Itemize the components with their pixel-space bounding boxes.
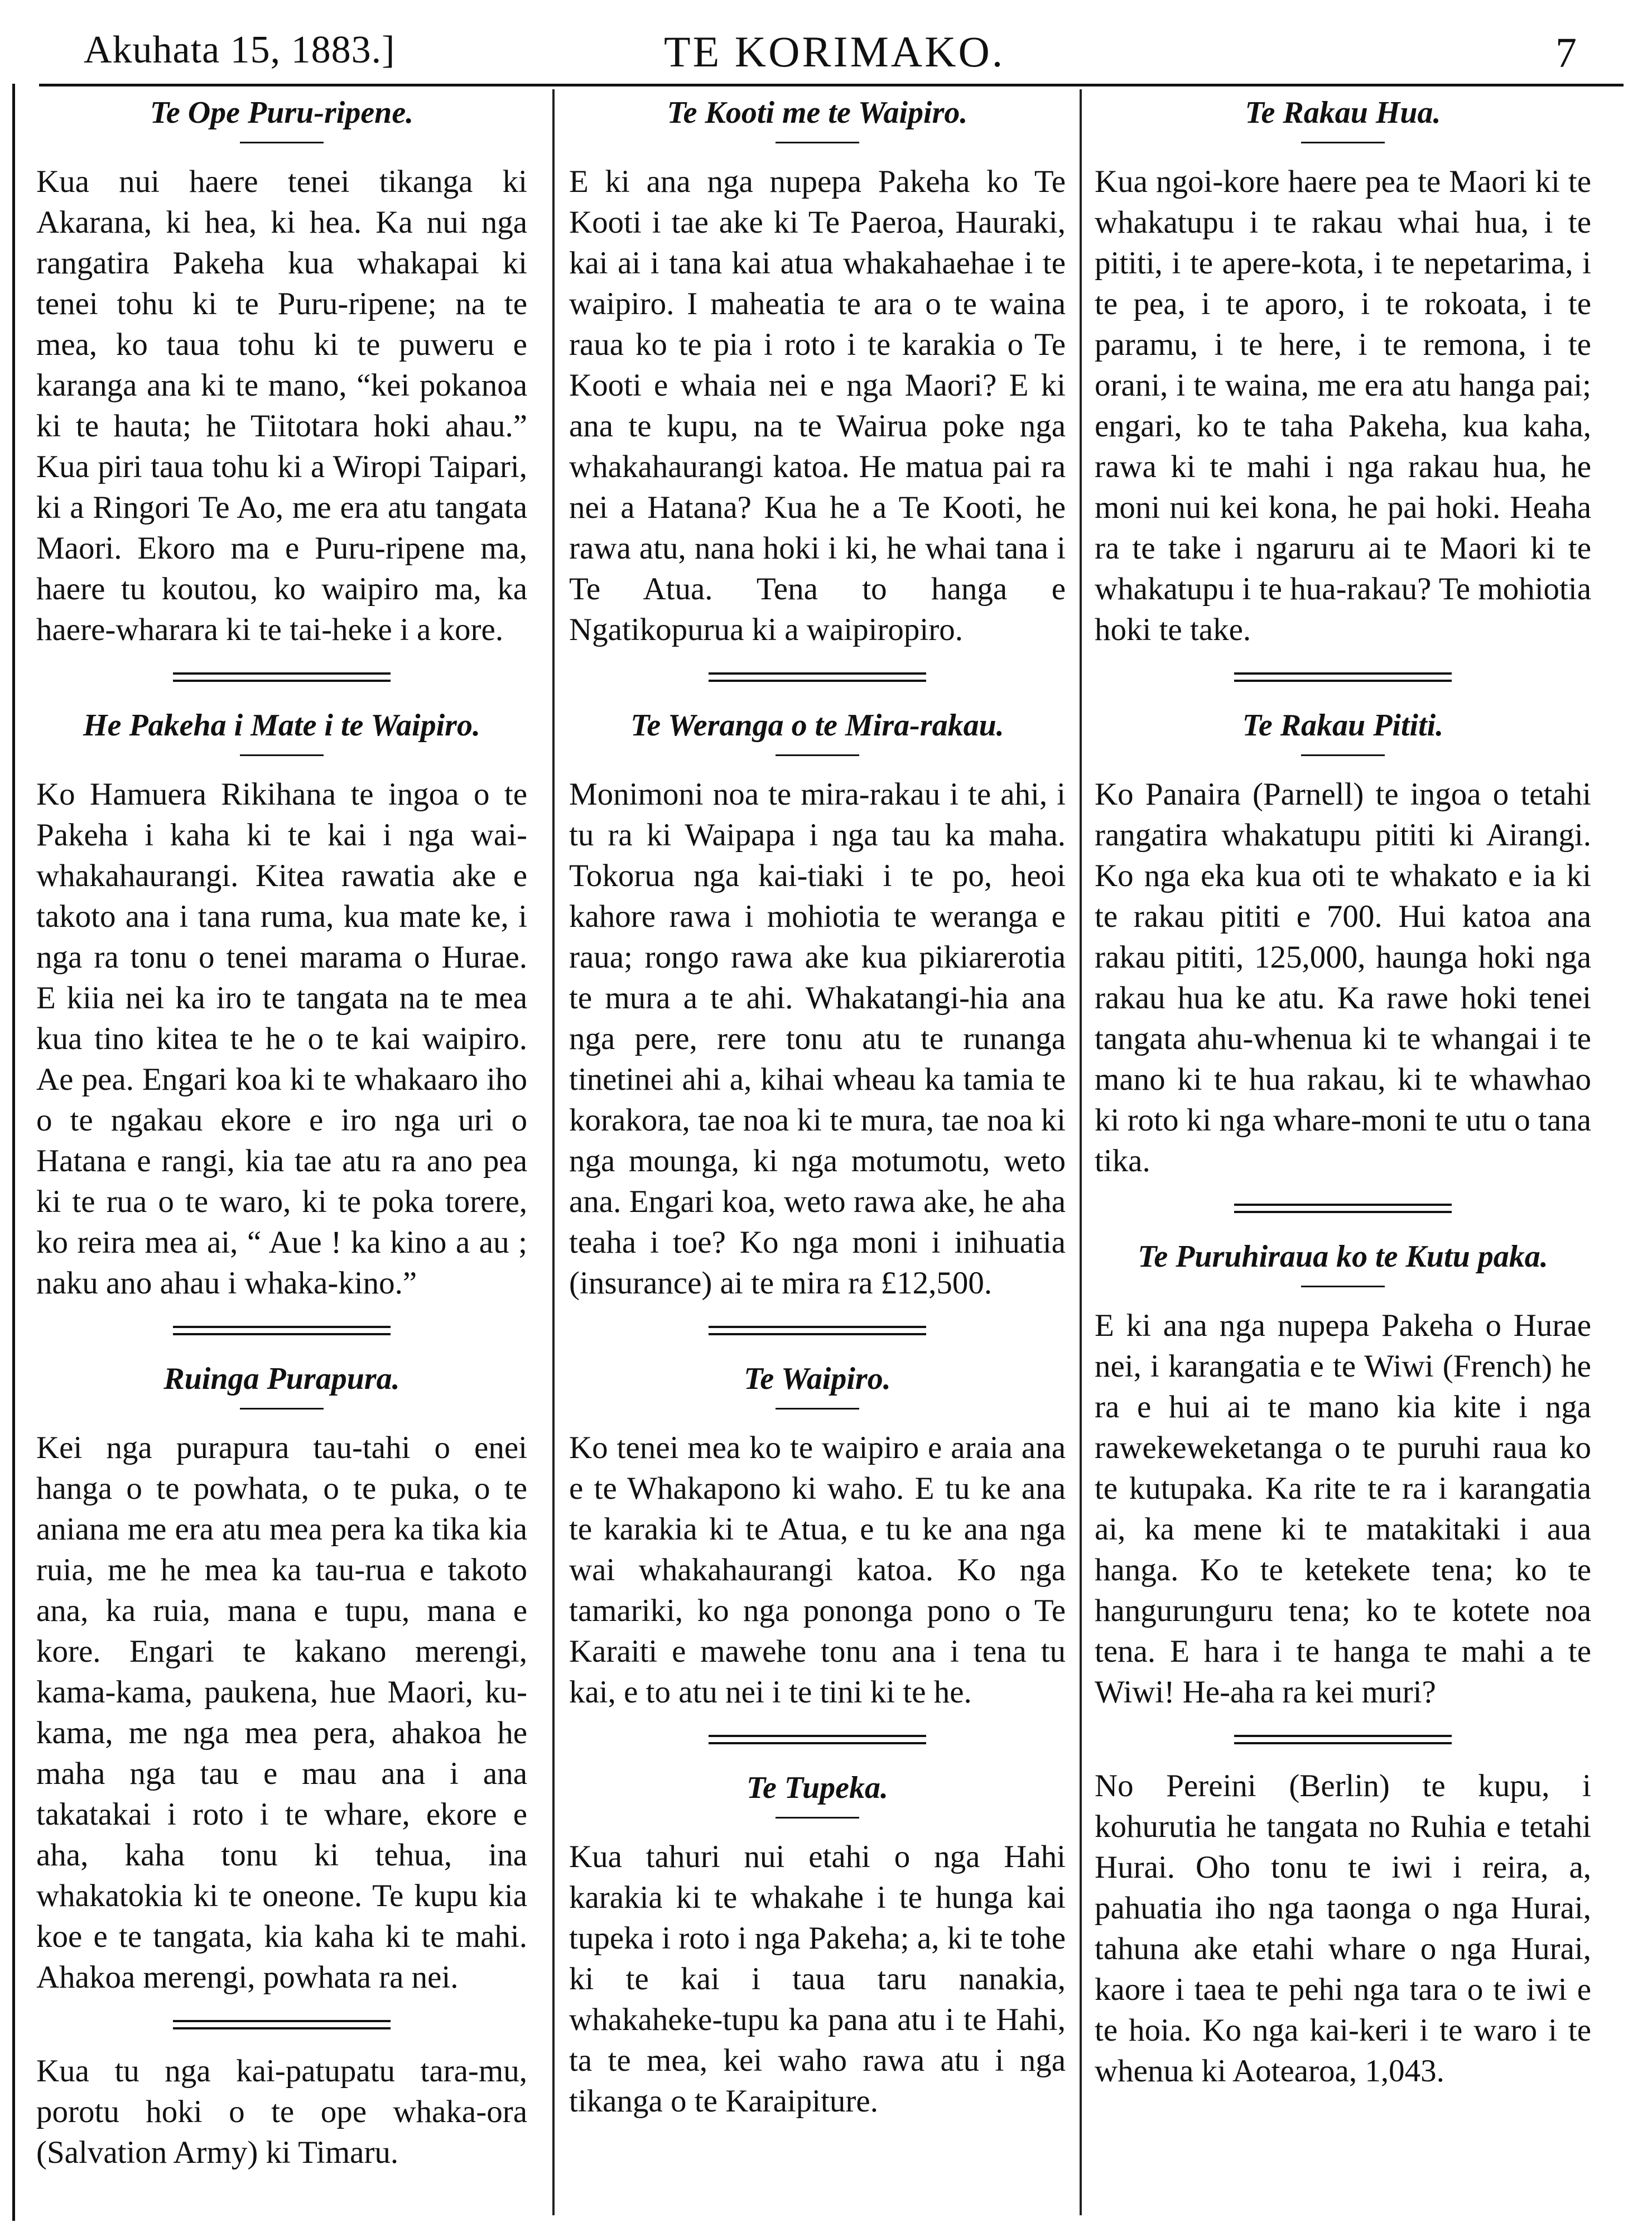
article-te-kooti-me-te-waipiro: [569, 90, 1066, 650]
article-separator: [1234, 672, 1452, 682]
title-rule: [240, 754, 324, 756]
title-rule: [1301, 1286, 1385, 1287]
article-body: E ki ana nga nupepa Pakeha o Hurae nei, i karangatia e te Wiwi (French) he ra e hui ai te mano kia kite i nga rawekeweketanga o te puruhi raua ko te kutupaka. Ka rite te ra i karangatia ai, ka mene ki te matakitaki i aua hanga. Ko te ketekete tena; ko te hangurunguru tena; ko te kotete noa tena. E hara i te hanga te mahi a te Wiwi! He-aha ra kei muri?: [1095, 1308, 1591, 1710]
title-rule: [776, 754, 859, 756]
page-header: [0, 0, 1652, 95]
title-rule: [240, 1408, 324, 1410]
article-te-rakau-hua: [1095, 90, 1591, 650]
article-separator: [709, 1326, 926, 1335]
article-title: Te Kooti me te Waipiro.: [667, 95, 968, 130]
article-title: Te Ope Puru-ripene.: [150, 95, 414, 130]
article-body: Kei nga purapura tau-tahi o enei hanga o te powhata, o te puka, o te aniana me era atu mea pera ka tika kia ruia, me he mea ka tau-rua e takoto ana, ka ruia, mana e tupu, mana e kore. Engari te kakano merengi, kama-kama, paukena, hue Maori, ku-kama, me nga mea pera, ahakoa he maha nga tau e mau ana i ana takatakai i roto i te whare, ekore e aha, kaha tonu ki tehua, ina whakatokia ki te oneone. Te kupu kia koe e te tangata, kia kaha ki te mahi. Ahakoa merengi, powhata ra nei.: [36, 1430, 527, 1995]
column-divider-1: [552, 89, 555, 2215]
article-body: Ko Panaira (Parnell) te ingoa o tetahi rangatira whakatupu pititi ki Airangi. Ko nga eka kua oti te whakato e ia ki te rakau pititi e 700. Hui katoa ana rakau pititi, 125,000, haunga hoki nga rakau hua ke atu. Ka rawe hoki tenei tangata ahu-whenua ki te whangai i te mano ki te hua rakau, ki te whawhao ki roto ki nga whare-moni te utu o tana tika.: [1095, 777, 1591, 1178]
article-te-weranga: [569, 703, 1066, 1303]
article-title: Te Waipiro.: [744, 1362, 891, 1396]
column-3: [1095, 90, 1591, 2228]
title-rule: [776, 1408, 859, 1410]
article-ruinga-purapura: [36, 1356, 527, 1998]
column-1: [36, 90, 527, 2228]
article-body: Ko Hamuera Rikihana te ingoa o te Pakeha i kaha ki te kai i nga wai-whakahaurangi. Kitea rawatia ake e takoto ana i tana ruma, kua mate ke, i nga ra tonu o tenei marama o Hurae. E kiia nei ka iro te tangata na te mea kua tino kitea te he o te kai waipiro. Ae pea. Engari koa ki te whakaaro iho o te ngakau ekore e iro nga uri o Hatana e rangi, kia tae atu ra ano pea ki te rua o te waro, ki te poka torere, ko reira mea ai, “ Aue ! ka kino a au ; naku ano ahau i whaka-kino.”: [36, 777, 527, 1301]
article-title: He Pakeha i Mate i te Waipiro.: [83, 708, 480, 743]
left-border-rule: [12, 84, 15, 2221]
column-divider-2: [1080, 89, 1082, 2215]
article-body: Monimoni noa te mira-rakau i te ahi, i tu ra ki Waipapa i nga tau ka maha. Tokorua nga kai-tiaki i te po, heoi kahore rawa i mohiotia te weranga e raua; rongo rawa ake kua pikiarerotia te mura a te ahi. Whakatangi-hia ana nga pere, rere tonu atu te runanga tinetinei ahi a, kihai wheau ka tamia te korakora, tae noa ki te mura, tae noa ki nga mounga, ki nga motumotu, weto ana. Engari koa, weto rawa ake, he aha teaha i toe? Ko nga moni i inihuatia (insurance) ai te mira ra £12,500.: [569, 777, 1066, 1301]
article-separator: [1234, 1735, 1452, 1744]
article-title: Ruinga Purapura.: [163, 1362, 400, 1396]
article-salvation-army-note: [36, 2051, 527, 2173]
article-title: Te Tupeka.: [746, 1771, 889, 1805]
article-title: Te Weranga o te Mira-rakau.: [630, 708, 1004, 743]
article-body: Kua nui haere tenei tikanga ki Akarana, ki hea, ki hea. Ka nui nga rangatira Pakeha kua whakapai ki tenei tohu ki te Puru-ripene; na te mea, ko taua tohu ki te puweru e karanga ana ki te mano, “kei pokanoa ki te hauta; he Tiitotara hoki ahau.” Kua piri taua tohu ki a Wiropi Taipari, ki a Ringori Te Ao, me era atu tangata Maori. Ekoro ma e Puru-ripene ma, haere tu koutou, ko waipiro ma, ka haere-wharara ki te tai-heke i a kore.: [36, 164, 527, 647]
article-te-tupeka: [569, 1766, 1066, 2122]
title-rule: [240, 142, 324, 143]
article-te-rakau-pititi: [1095, 703, 1591, 1181]
article-te-puruhiraua: [1095, 1234, 1591, 1713]
article-body: Ko tenei mea ko te waipiro e araia ana e te Whakapono ki waho. E tu ke ana te karakia ki te Atua, e tu ke ana nga wai whakahaurangi katoa. Ko nga tamariki, ko nga pononga pono o Te Karaiti e mawehe tonu ana i tena tu kai, e to atu nei i te tini ki te he.: [569, 1430, 1066, 1710]
title-rule: [1301, 142, 1385, 143]
article-berlin-note: [1095, 1766, 1591, 2091]
article-body: Kua tahuri nui etahi o nga Hahi karakia ki te whakahe i te hunga kai tupeka i roto i nga Pakeha; a, ki te tohe ki te kai i taua taru nanakia, whakaheke-tupu ka pana atu i te Hahi, ta te mea, kei waho rawa atu i nga tikanga o te Karaipiture.: [569, 1839, 1066, 2119]
article-he-pakeha-i-mate: [36, 703, 527, 1303]
header-rule: [39, 84, 1624, 86]
article-separator: [709, 672, 926, 682]
article-separator: [173, 2020, 391, 2029]
newspaper-title: TE KORIMAKO.: [664, 27, 1005, 76]
article-body: Kua ngoi-kore haere pea te Maori ki te whakatupu i te rakau whai hua, i te pititi, i te apere-kota, i te nepetarima, i te pea, i te aporo, i te rokoata, i te paramu, i te here, i te remona, i te orani, i te waina, me era atu hanga pai; engari, ko te taha Pakeha, kua kaha, rawa ki te mahi i nga rakau hua, he moni nui kei kona, he pai hoki. Heaha ra te take i ngaruru ai te Maori ki te whakatupu i te hua-rakau? Te mohiotia hoki te take.: [1095, 164, 1591, 647]
article-separator: [173, 672, 391, 682]
article-title: Te Rakau Hua.: [1245, 95, 1441, 130]
article-separator: [709, 1735, 926, 1744]
article-body: No Pereini (Berlin) te kupu, i kohurutia he tangata no Ruhia e tetahi Hurai. Oho tonu te iwi i reira, a, pahuatia iho nga taonga o nga Hurai, tahuna ake etahi whare o nga Hurai, kaore i taea te pehi nga tara o te iwi e te hoia. Ko nga kai-keri i te waro i te whenua ki Aotearoa, 1,043.: [1095, 1768, 1591, 2089]
title-rule: [776, 142, 859, 143]
article-body: Kua tu nga kai-patupatu tara-mu, porotu hoki o te ope whaka-ora (Salvation Army) ki Timaru.: [36, 2053, 527, 2170]
article-title: Te Puruhiraua ko te Kutu paka.: [1138, 1239, 1548, 1274]
article-separator: [1234, 1204, 1452, 1213]
title-rule: [1301, 754, 1385, 756]
article-te-ope-puru-ripene: [36, 90, 527, 650]
article-te-waipiro: [569, 1356, 1066, 1713]
title-rule: [776, 1817, 859, 1819]
page-number: 7: [1555, 30, 1577, 76]
article-title: Te Rakau Pititi.: [1242, 708, 1444, 743]
issue-date: Akuhata 15, 1883.]: [84, 28, 396, 71]
column-2: [569, 90, 1066, 2228]
article-body: E ki ana nga nupepa Pakeha ko Te Kooti i tae ake ki Te Paeroa, Hauraki, kai ai i tana kai atua whakahaehae i te waipiro. I maheatia te ara o te waina raua ko te pia i roto i te karakia o Te Kooti e whaia nei e nga Maori? E ki ana te kupu, na te Wairua poke nga whakahaurangi katoa. He matua pai ra nei a Hatana? Kua he a Te Kooti, he rawa atu, nana hoki i ki, he whai tana i Te Atua. Tena to hanga e Ngatikopurua ki a waipiropiro.: [569, 164, 1066, 647]
article-separator: [173, 1326, 391, 1335]
